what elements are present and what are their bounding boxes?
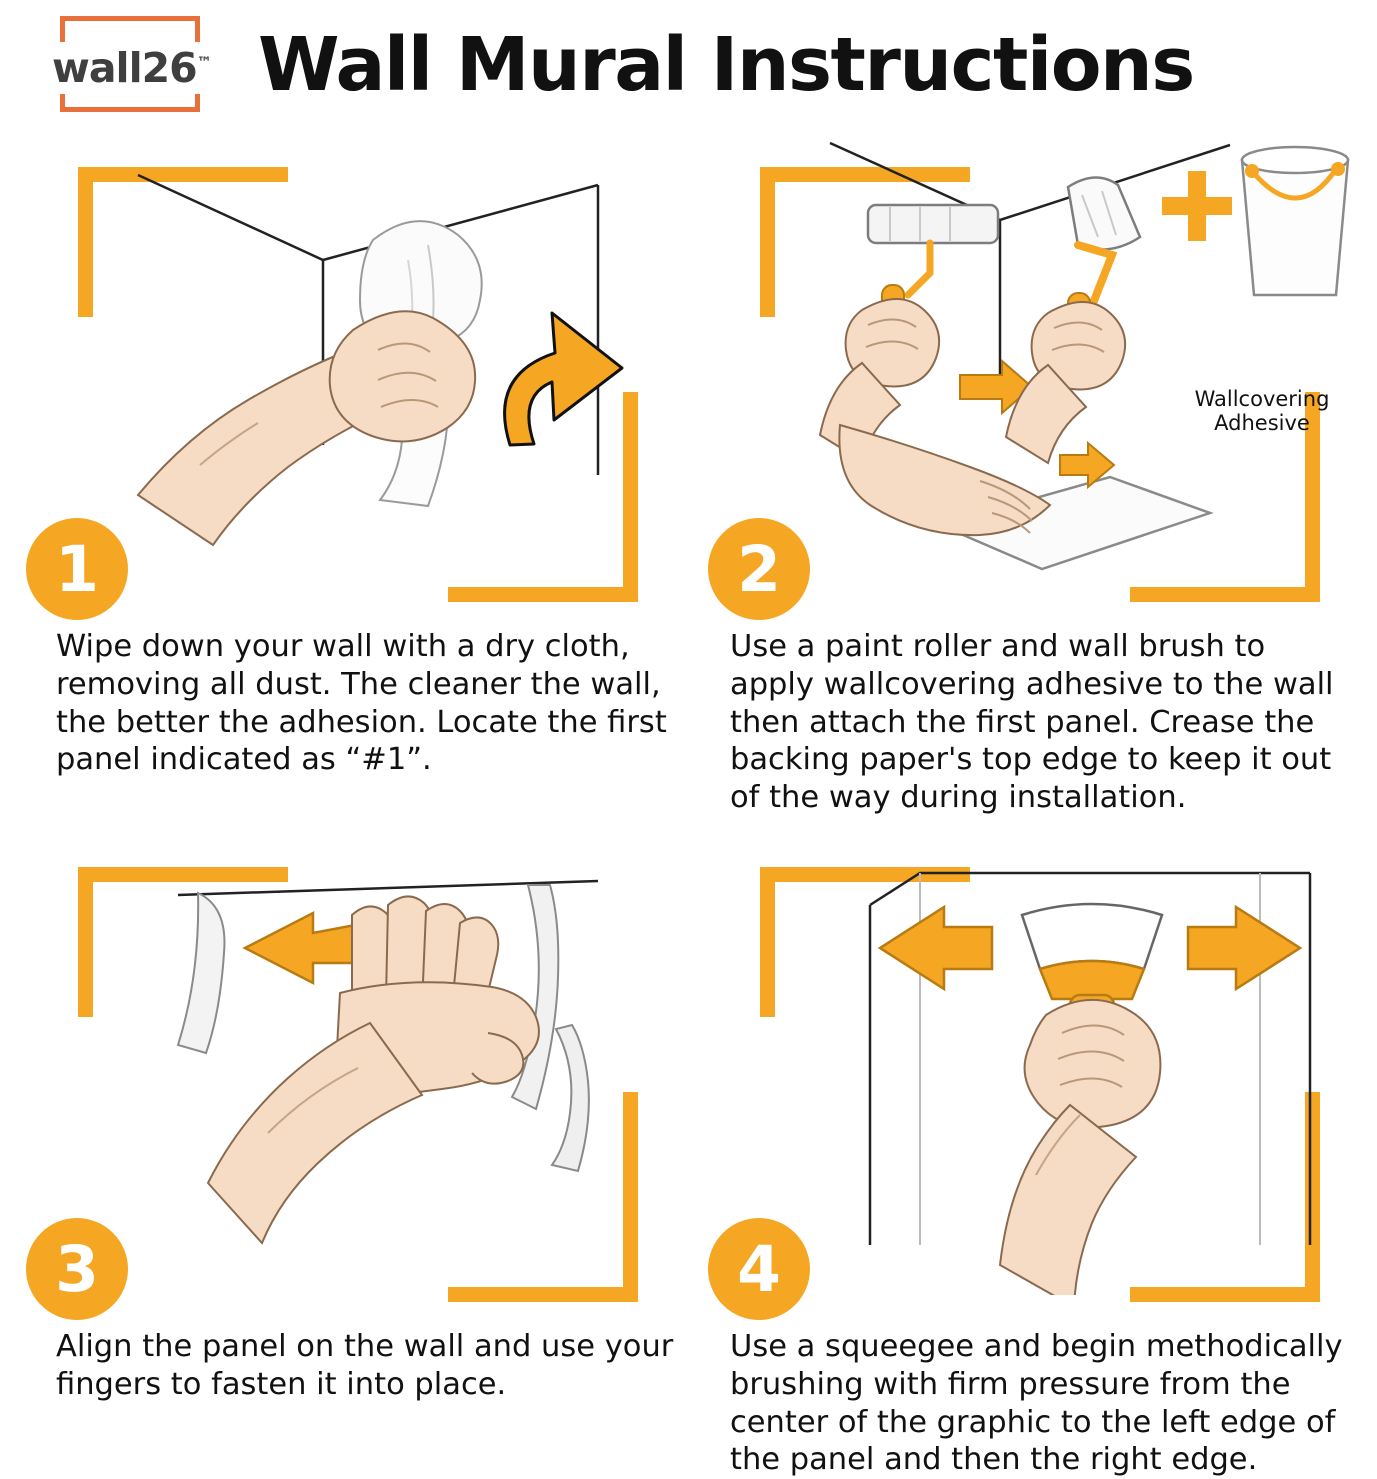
- step-3-number: 3: [26, 1218, 128, 1320]
- step-3: [18, 825, 678, 1404]
- step-2-number: 2: [708, 518, 810, 620]
- page-title: Wall Mural Instructions: [258, 22, 1194, 108]
- logo-text: wall26: [52, 44, 197, 92]
- step-1-number: 1: [26, 518, 128, 620]
- step-4-number: 4: [708, 1218, 810, 1320]
- hand-wiping-wall-with-cloth-icon: [78, 145, 658, 615]
- step-3-illustration: [18, 825, 678, 1320]
- trademark-symbol: ™: [196, 53, 211, 72]
- step-3-caption: Align the panel on the wall and use your fingers to fasten it into place.: [56, 1329, 674, 1402]
- step-2: [700, 125, 1360, 817]
- logo-wordmark: [48, 42, 223, 94]
- step-1: [18, 125, 678, 779]
- step-2-illustration: [700, 125, 1360, 620]
- hand-smoothing-panel-left-icon: [88, 853, 668, 1283]
- step-1-illustration: [18, 125, 678, 620]
- paint-roller-brush-and-adhesive-bucket-icon: [810, 125, 1355, 595]
- step-4: [700, 825, 1360, 1479]
- step-1-caption: Wipe down your wall with a dry cloth, removing all dust. The cleaner the wall, the better the adhesion. Locate the first panel indicated as “#1”.: [56, 629, 667, 778]
- step-4-illustration: [700, 825, 1360, 1320]
- step-4-caption: Use a squeegee and begin methodically brushing with firm pressure from the center of the graphic to the left edge of the panel and then the right edge.: [730, 1329, 1343, 1478]
- step-2-caption: Use a paint roller and wall brush to apply wallcovering adhesive to the wall then attach the first panel. Crease the backing paper's top edge to keep it out of the way during installation.: [730, 629, 1334, 816]
- page-header: [0, 0, 1377, 125]
- hand-using-squeegee-on-panel-icon: [770, 845, 1350, 1295]
- brand-logo: [48, 10, 211, 118]
- adhesive-label: Wallcovering Adhesive: [1194, 387, 1330, 436]
